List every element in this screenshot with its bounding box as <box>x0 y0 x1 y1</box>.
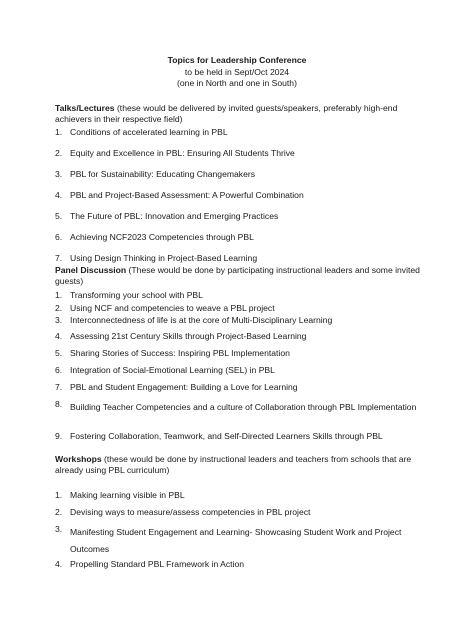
panel-intro <box>55 265 425 287</box>
document-location-note: (one in North and one in South) <box>177 78 297 88</box>
document-header <box>0 55 474 90</box>
document-subtitle: to be held in Sept/Oct 2024 <box>184 66 290 77</box>
document-page: Topics for Leadership Conference to be held in Sept/Oct 2024 (one in North and one in South) Talks/Lectures (these would be delivered by invited guests/speakers, preferably high-end achievers in their respective field) 1. Conditions of accelerated learning in PBL 2. Equity and Excellence in PBL: Ensuring All Students Thrive 3. PBL for Sustainability: Educating Changemakers 4. PBL and Project-Based Assessment: A Powerful Combination 5. The Future of PBL: Innovation and Emerging Practices 6. Achieving NCF2023 Competencies through PBL 7. Using Design Thinking in Project-Based Learning Panel Discussion (These would be done by participating instructional leaders and some invited guests) 1. Transforming your school with PBL 2. Using NCF and competencies to weave a PBL project 3. Interconnectedness of life is at the core of Multi-Disciplinary Learning 4. Assessing 21st Century Skills through Project-Based Learning 5. Sharing Stories of Success: Inspiring PBL Implementation 6. Integration of Social-Emotional Learning (SEL) in PBL 7. PBL and Student Engagement: Building a Love for Learning 8. Building Teacher Competencies and a culture of Collaboration through PBL Implementation 9. Fostering Collaboration, Teamwork, and Self-Directed Learners Skills through PBL Workshops (these would be done by instructional leaders and teachers from schools that are already using PBL curriculum) 1. Making learning visible in PBL 2. Devising ways to measure/assess competencies in PBL project 3. Manifesting Student Engagement and Learning- Showcasing Student Work and Project Outcomes 4. Propelling Standard PBL Framework in Action <box>0 0 474 632</box>
workshops-intro <box>55 454 425 476</box>
workshops-heading: Workshops <box>55 454 102 464</box>
talks-heading: Talks/Lectures <box>55 103 115 113</box>
panel-heading: Panel Discussion <box>55 265 127 275</box>
workshops-note: (these would be done by instructional leaders and teachers from schools that are already using PBL curriculum) <box>55 454 412 475</box>
talks-intro <box>55 103 425 125</box>
document-title: Topics for Leadership Conference <box>167 55 307 65</box>
talks-note: (these would be delivered by invited guests/speakers, preferably high-end achievers in their respective field) <box>55 103 398 124</box>
panel-note: (These would be done by participating instructional leaders and some invited guests) <box>55 265 420 286</box>
